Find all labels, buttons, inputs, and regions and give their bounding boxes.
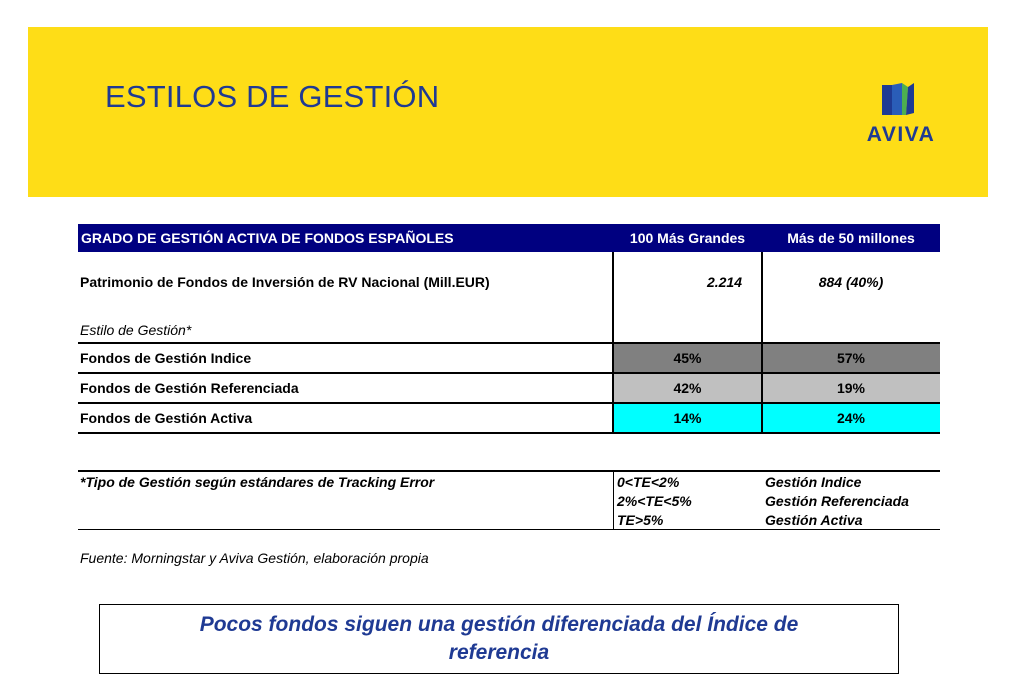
page-title: ESTILOS DE GESTIÓN	[105, 79, 440, 114]
note-type-2: Gestión Referenciada	[765, 493, 909, 509]
value-indice-100: 45%	[613, 344, 762, 372]
value-activa-100: 14%	[613, 404, 762, 432]
patrimonio-value-100: 2.214	[706, 274, 742, 290]
header-main: GRADO DE GESTIÓN ACTIVA DE FONDOS ESPAÑOLES	[81, 230, 454, 246]
patrimonio-label: Patrimonio de Fondos de Inversión de RV Nacional (Mill.EUR)	[80, 274, 490, 290]
table-header-row	[78, 224, 940, 252]
value-activa-50m: 24%	[762, 404, 940, 432]
table-row	[78, 344, 940, 372]
note-range-2: 2%<TE<5%	[617, 493, 692, 509]
tracking-error-note	[78, 470, 940, 530]
header-banner	[28, 27, 988, 197]
row-divider	[78, 402, 940, 404]
aviva-logo-mark-icon	[882, 83, 918, 117]
table-row	[78, 404, 940, 432]
row-label-indice: Fondos de Gestión Indice	[80, 350, 252, 366]
note-bottom-line	[78, 529, 940, 530]
conclusion-text: Pocos fondos siguen una gestión diferenciada del Índice de referencia	[199, 613, 799, 664]
aviva-logo-text: AVIVA	[866, 123, 936, 146]
note-label: *Tipo de Gestión según estándares de Tracking Error	[80, 474, 435, 490]
row-label-referenciada: Fondos de Gestión Referenciada	[80, 380, 299, 396]
value-referenciada-50m: 19%	[762, 374, 940, 402]
estilo-row	[78, 318, 940, 342]
estilo-label: Estilo de Gestión*	[80, 322, 192, 338]
value-indice-50m: 57%	[762, 344, 940, 372]
aviva-logo	[856, 83, 946, 147]
table-row	[78, 374, 940, 402]
row-divider	[78, 432, 940, 434]
note-divider	[613, 470, 614, 530]
conclusion-callout	[99, 604, 899, 674]
patrimonio-value-50m: 884 (40%)	[818, 274, 884, 290]
source-note: Fuente: Morningstar y Aviva Gestión, elaboración propia	[80, 550, 429, 566]
note-range-3: TE>5%	[617, 512, 664, 528]
header-over-50-million: Más de 50 millones	[787, 230, 915, 246]
patrimonio-row	[78, 254, 940, 310]
row-label-activa: Fondos de Gestión Activa	[80, 410, 253, 426]
note-range-1: 0<TE<2%	[617, 474, 680, 490]
row-divider	[78, 372, 940, 374]
header-100-largest: 100 Más Grandes	[629, 230, 746, 246]
note-type-1: Gestión Indice	[765, 474, 862, 490]
row-divider	[78, 342, 940, 344]
note-top-line	[78, 470, 940, 472]
note-type-3: Gestión Activa	[765, 512, 863, 528]
value-referenciada-100: 42%	[613, 374, 762, 402]
